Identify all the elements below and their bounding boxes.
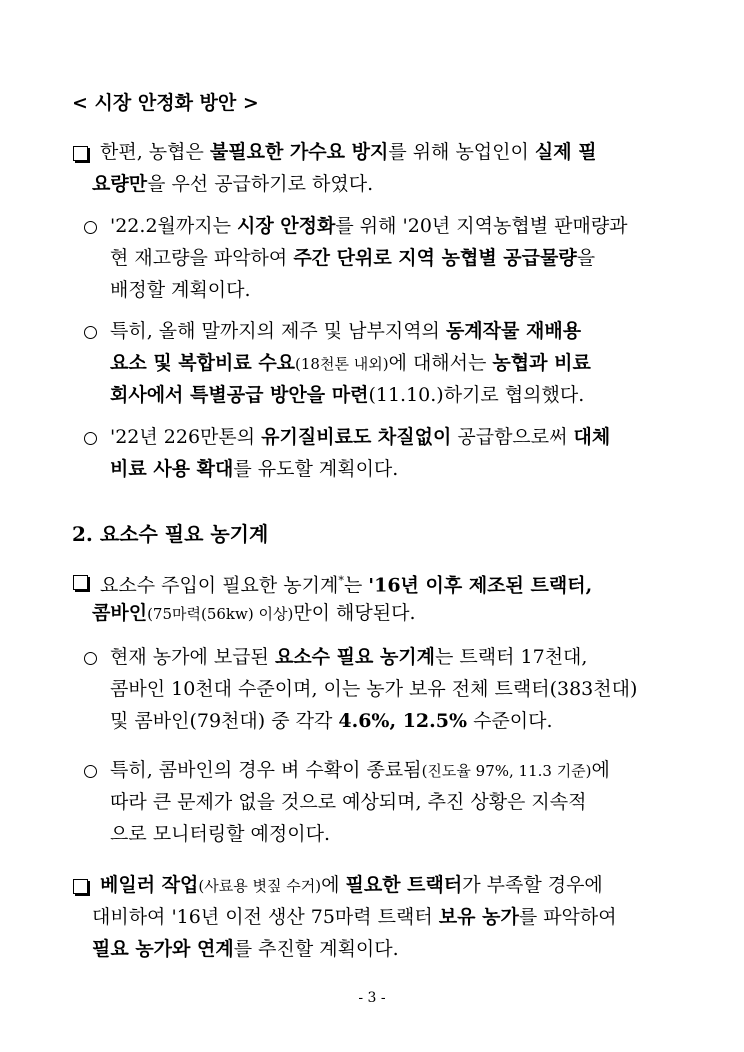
checkbox-square-icon	[73, 879, 88, 894]
circle-bullet-icon	[84, 652, 97, 665]
paragraph-line: 한편, 농협은 불필요한 가수요 방지를 위해 농업인이 실제 필	[100, 141, 597, 163]
paragraph-line: '22년 226만톤의 유기질비료도 차질없이 공급함으로써 대체	[110, 426, 611, 448]
checkbox-square-icon	[73, 575, 88, 590]
checkbox-square-icon	[73, 146, 88, 161]
paragraph-line: 현 재고량을 파악하여 주간 단위로 지역 농협별 공급물량을	[110, 247, 596, 269]
paragraph-line: 특히, 콤바인의 경우 벼 수확이 종료됨(진도율 97%, 11.3 기준)에	[110, 759, 610, 781]
paragraph-line: 회사에서 특별공급 방안을 마련(11.10.)하기로 협의했다.	[110, 384, 585, 406]
paragraph-line: 따라 큰 문제가 없을 것으로 예상되며, 추진 상황은 지속적	[110, 791, 587, 813]
paragraph-line: 요소 및 복합비료 수요(18천톤 내외)에 대해서는 농협과 비료	[110, 352, 591, 374]
paragraph-line: 콤바인 10천대 수준이며, 이는 농가 보유 전체 트랙터(383천대)	[110, 678, 638, 700]
paragraph-line: 베일러 작업(사료용 볏짚 수거)에 필요한 트랙터가 부족할 경우에	[100, 874, 603, 896]
paragraph-line: '22.2월까지는 시장 안정화를 위해 '20년 지역농협별 판매량과	[110, 215, 628, 237]
circle-bullet-icon	[84, 765, 97, 778]
paragraph-line: 대비하여 '16년 이전 생산 75마력 트랙터 보유 농가를 파악하여	[92, 906, 617, 928]
paragraph-line: 및 콤바인(79천대) 중 각각 4.6%, 12.5% 수준이다.	[110, 710, 553, 732]
circle-bullet-icon	[84, 432, 97, 445]
paragraph-line: 비료 사용 확대를 유도할 계획이다.	[110, 458, 399, 480]
paragraph-line: 필요 농가와 연계를 추진할 계획이다.	[92, 938, 399, 960]
circle-bullet-icon	[84, 326, 97, 339]
paragraph-line: 현재 농가에 보급된 요소수 필요 농기계는 트랙터 17천대,	[110, 646, 588, 668]
paragraph-line: 콤바인(75마력(56kw) 이상)만이 해당된다.	[92, 602, 416, 624]
paragraph-line: 특히, 올해 말까지의 제주 및 남부지역의 동계작물 재배용	[110, 320, 582, 342]
section-heading: < 시장 안정화 방안 >	[72, 92, 259, 114]
section-heading-2: 2. 요소수 필요 농기계	[72, 522, 269, 546]
page-number: - 3 -	[358, 990, 386, 1006]
paragraph-line: 요소수 주입이 필요한 농기계*는 '16년 이후 제조된 트랙터,	[100, 574, 593, 597]
circle-bullet-icon	[84, 221, 97, 234]
paragraph-line: 요량만을 우선 공급하기로 하였다.	[92, 173, 374, 195]
paragraph-line: 으로 모니터링할 예정이다.	[110, 823, 331, 845]
paragraph-line: 배정할 계획이다.	[110, 279, 251, 301]
